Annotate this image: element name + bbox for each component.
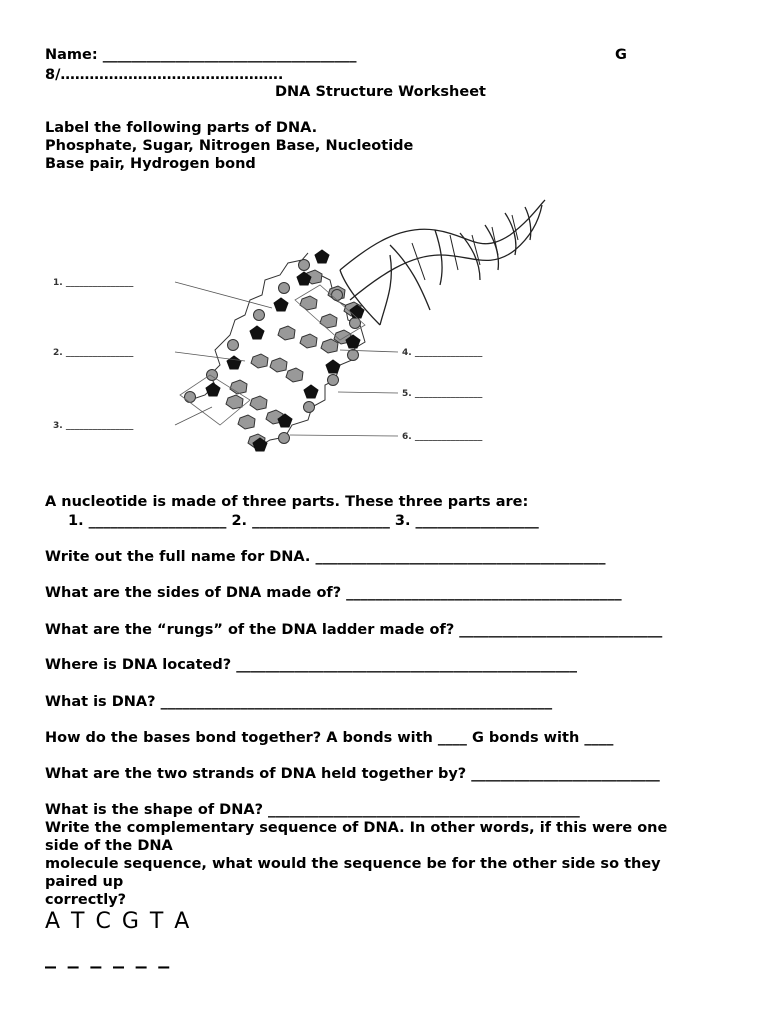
nucleotide-blanks: 1. ___________________ 2. ___________________ 3. _________________ xyxy=(68,513,539,529)
question-base-bonding: How do the bases bond together? A bonds with ____ G bonds with ____ xyxy=(45,730,614,746)
given-sequence: A T C G T A xyxy=(45,909,192,934)
instruction-line-1: Label the following parts of DNA. xyxy=(45,120,318,136)
complement-line-3: molecule sequence, what would the sequence be for the other side so they xyxy=(45,856,661,872)
nucleotide-question: A nucleotide is made of three parts. These three parts are: xyxy=(45,494,529,510)
nucleotide-outlines xyxy=(180,285,365,425)
diagram-label-5: 5. _______________ xyxy=(402,389,483,399)
dna-diagram xyxy=(40,185,560,465)
grade-label: G xyxy=(615,47,627,63)
diagram-label-2: 2. _______________ xyxy=(53,348,134,358)
double-helix-illustration xyxy=(340,200,545,325)
question-located: Where is DNA located? _______________________________________________ xyxy=(45,657,577,673)
class-line: 8/………………………………………. xyxy=(45,67,284,83)
diagram-label-4: 4. _______________ xyxy=(402,348,483,358)
diagram-label-6: 6. _______________ xyxy=(402,432,483,442)
answer-blanks: _ _ _ _ _ _ xyxy=(45,944,172,969)
complement-line-5: correctly? xyxy=(45,892,127,908)
question-rungs: What are the “rungs” of the DNA ladder made of? ____________________________ xyxy=(45,622,663,638)
diagram-label-3: 3. _______________ xyxy=(53,421,134,431)
complement-line-1: Write the complementary sequence of DNA. In other words, if this were one xyxy=(45,820,668,836)
sugar-pentagons xyxy=(206,250,364,451)
name-field-label: Name: ___________________________________ xyxy=(45,47,357,63)
question-full-name: Write out the full name for DNA. ________________________________________ xyxy=(45,549,606,565)
instruction-line-2: Phosphate, Sugar, Nitrogen Base, Nucleotide xyxy=(45,138,414,154)
question-what-is-dna: What is DNA? ______________________________________________________ xyxy=(45,694,553,710)
helix-rungs xyxy=(412,215,518,280)
complement-line-2: side of the DNA xyxy=(45,838,173,854)
question-strands-held: What are the two strands of DNA held together by? __________________________ xyxy=(45,766,660,782)
diagram-label-1: 1. _______________ xyxy=(53,278,134,288)
worksheet-title: DNA Structure Worksheet xyxy=(275,84,486,100)
complement-line-4: paired up xyxy=(45,874,124,890)
instruction-line-3: Base pair, Hydrogen bond xyxy=(45,156,256,172)
question-sides: What are the sides of DNA made of? ______________________________________ xyxy=(45,585,622,601)
question-shape: What is the shape of DNA? ___________________________________________ xyxy=(45,802,580,818)
